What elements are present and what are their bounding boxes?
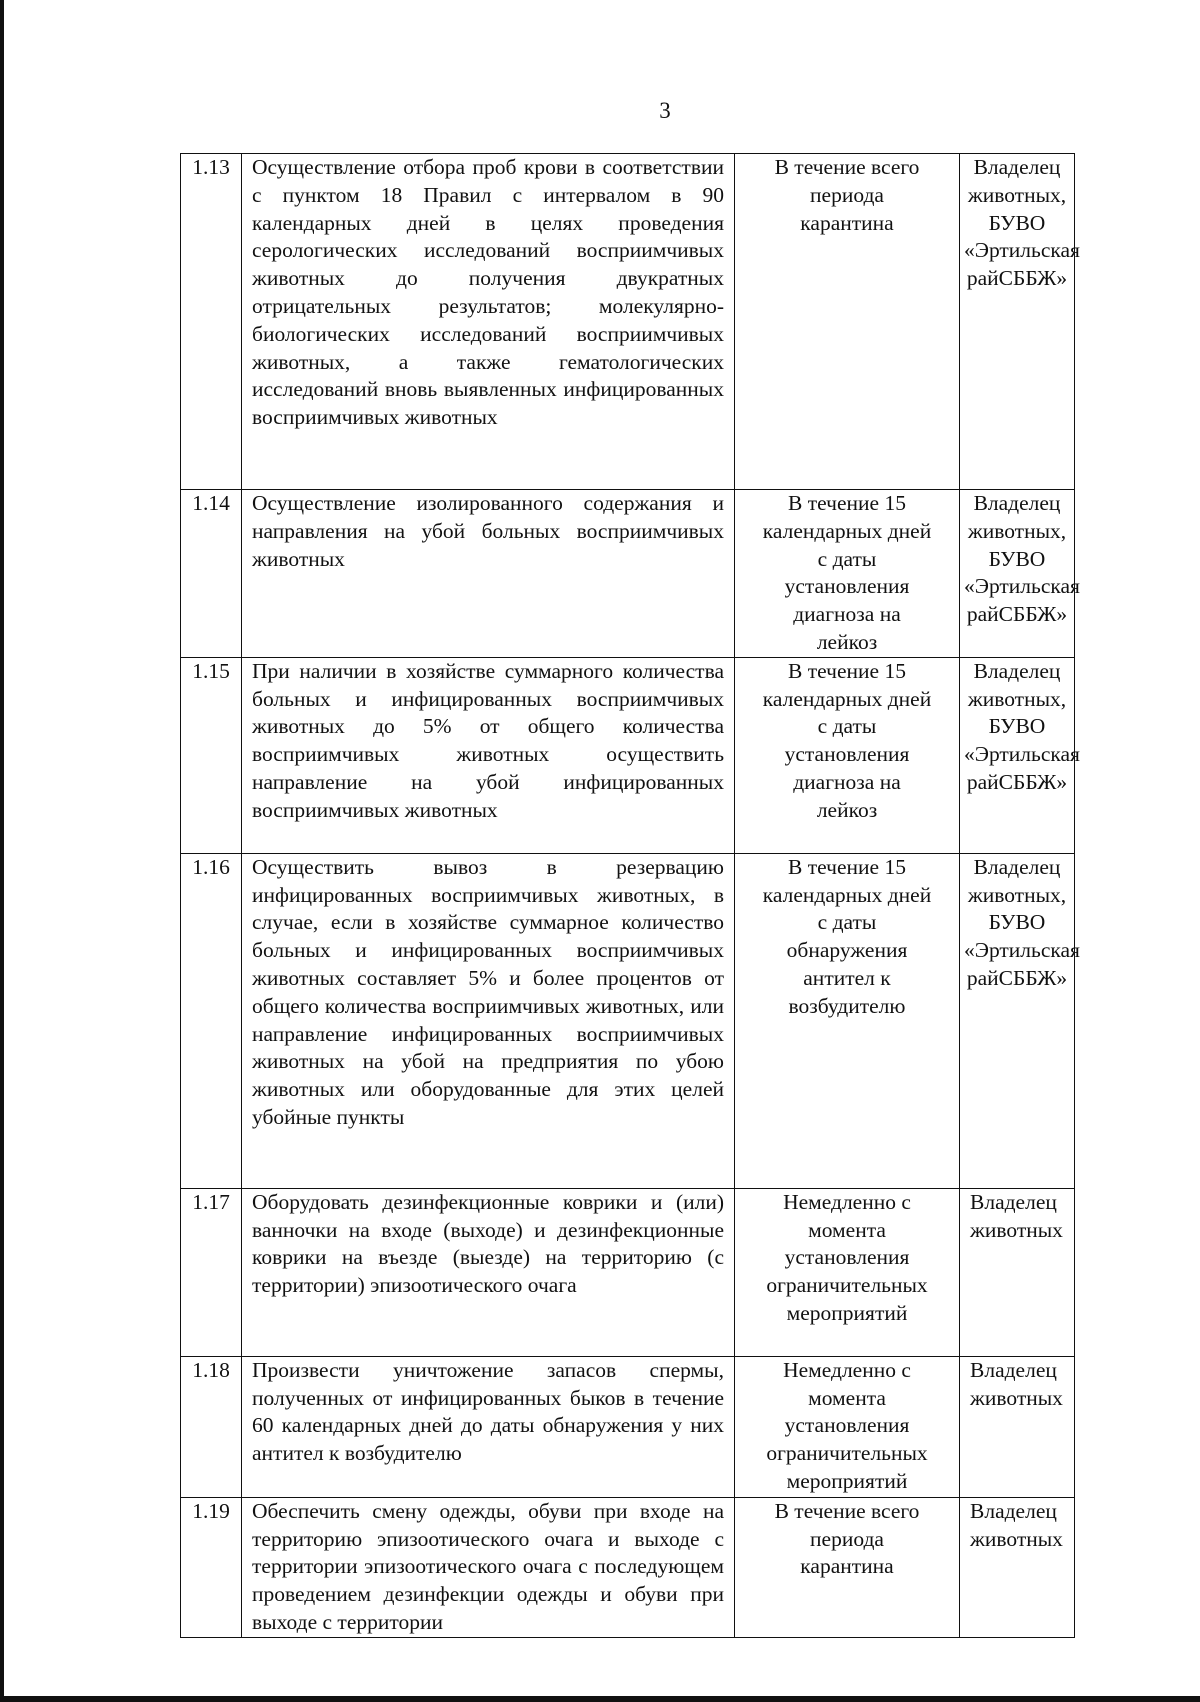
page-number: 3 bbox=[659, 98, 671, 123]
measure-description: Произвести уничтожение запасов спермы, полученных от инфицированных быков в течение 60 календарных дней до даты обнаружения у них антител к возбудителю bbox=[242, 1356, 735, 1497]
measure-term-text: В течение всего периода карантина bbox=[774, 1498, 920, 1579]
scan-edge-bottom bbox=[0, 1696, 1200, 1702]
table-row bbox=[181, 1497, 1075, 1637]
measure-description: Оборудовать дезинфекционные коврики и (или) ванночки на входе (выходе) и дезинфекционные коврики на въезде (выезде) на территорию (с территории) эпизоотического очага bbox=[242, 1188, 735, 1356]
measures-table bbox=[180, 153, 1080, 1638]
measure-description: Осуществить вывоз в резервацию инфицированных восприимчивых животных, в случае, если в хозяйстве суммарное количество больных и инфицированных восприимчивых животных составляет 5% и более процентов от общего количества восприимчивых животных, или направление инфицированных восприимчивых животных на убой на предприятия по убою животных или оборудованные для этих целей убойные пункты bbox=[242, 853, 735, 1188]
measure-term-text: В течение всего периода карантина bbox=[774, 155, 920, 235]
measure-term bbox=[735, 1497, 960, 1637]
table-row bbox=[181, 1356, 1075, 1497]
measure-responsible-text: Владелец животных, БУВО «Эртильская райСББЖ» bbox=[964, 155, 1080, 291]
measure-term bbox=[735, 853, 960, 1188]
row-number: 1.19 bbox=[181, 1497, 242, 1637]
measure-term bbox=[735, 657, 960, 853]
measure-responsible bbox=[960, 657, 1080, 853]
measure-term-text: В течение 15 календарных дней с даты обнаружения антител к возбудителю bbox=[762, 854, 932, 1018]
row-number: 1.17 bbox=[181, 1188, 242, 1356]
row-number: 1.14 bbox=[181, 490, 242, 658]
measure-description: Осуществление отбора проб крови в соответствии с пунктом 18 Правил с интервалом в 90 календарных дней в целях проведения серологических исследований восприимчивых животных до получения двукратных отрицательных результатов; молекулярно-биологических исследований восприимчивых животных, а также гематологических исследований вновь выявленных инфицированных восприимчивых животных bbox=[242, 154, 735, 490]
measure-responsible bbox=[960, 154, 1080, 490]
measure-term bbox=[735, 154, 960, 490]
row-number: 1.15 bbox=[181, 657, 242, 853]
measure-responsible bbox=[960, 853, 1080, 1188]
table-row bbox=[181, 1188, 1075, 1356]
measure-responsible-text: Владелец животных bbox=[970, 1189, 1063, 1242]
row-number: 1.16 bbox=[181, 853, 242, 1188]
row-number: 1.18 bbox=[181, 1356, 242, 1497]
measure-responsible bbox=[960, 1497, 1075, 1637]
measure-term-text: Немедленно с момента установления ограничительных мероприятий bbox=[766, 1357, 928, 1493]
measure-responsible-text: Владелец животных, БУВО «Эртильская райСББЖ» bbox=[964, 491, 1080, 627]
measure-responsible bbox=[960, 1356, 1075, 1497]
measure-term-text: В течение 15 календарных дней с даты установления диагноза на лейкоз bbox=[762, 658, 932, 822]
table-row bbox=[181, 154, 1075, 490]
measure-term-text: Немедленно с момента установления ограничительных мероприятий bbox=[766, 1189, 928, 1325]
scan-edge-left bbox=[0, 0, 4, 1702]
row-number: 1.13 bbox=[181, 154, 242, 490]
table-row bbox=[181, 853, 1075, 1188]
measure-responsible bbox=[960, 1188, 1075, 1356]
measure-term bbox=[735, 1356, 960, 1497]
measure-responsible-text: Владелец животных, БУВО «Эртильская райСББЖ» bbox=[964, 658, 1080, 794]
table-row bbox=[181, 490, 1075, 658]
table-row bbox=[181, 657, 1075, 853]
measure-description: При наличии в хозяйстве суммарного количества больных и инфицированных восприимчивых животных до 5% от общего количества восприимчивых животных осуществить направление на убой инфицированных восприимчивых животных bbox=[242, 657, 735, 853]
measure-responsible bbox=[960, 490, 1080, 658]
measure-term-text: В течение 15 календарных дней с даты установления диагноза на лейкоз bbox=[762, 491, 932, 654]
measure-responsible-text: Владелец животных bbox=[970, 1357, 1063, 1410]
measure-description: Обеспечить смену одежды, обуви при входе на территорию эпизоотического очага и выходе с территории эпизоотического очага с последующем проведением дезинфекции одежды и обуви при выходе с территории bbox=[242, 1497, 735, 1637]
measure-responsible-text: Владелец животных, БУВО «Эртильская райСББЖ» bbox=[964, 854, 1080, 990]
measure-description: Осуществление изолированного содержания и направления на убой больных восприимчивых животных bbox=[242, 490, 735, 658]
measure-responsible-text: Владелец животных bbox=[970, 1498, 1063, 1551]
measure-term bbox=[735, 490, 960, 658]
measure-term bbox=[735, 1188, 960, 1356]
